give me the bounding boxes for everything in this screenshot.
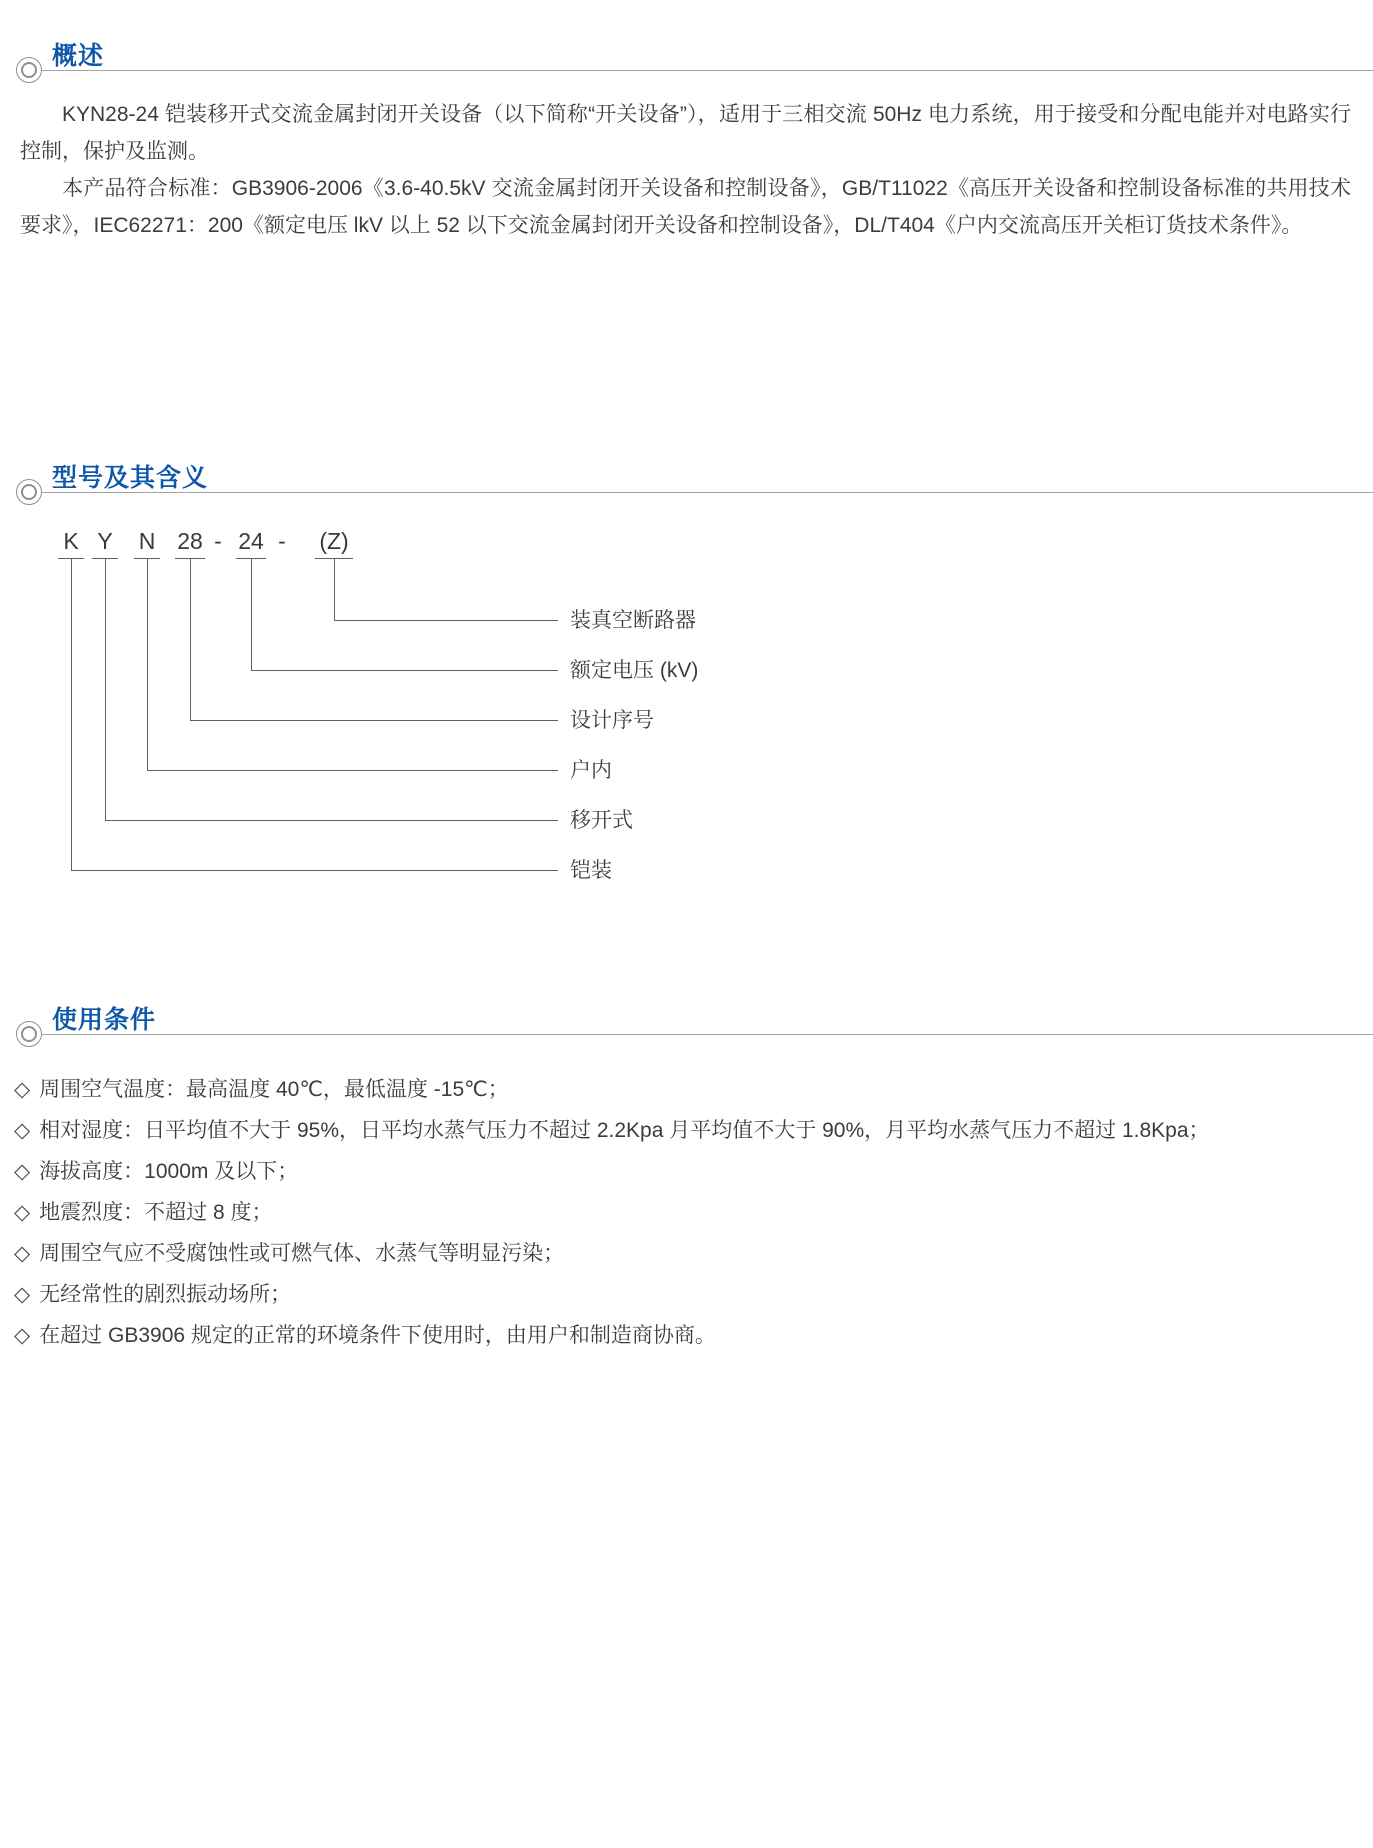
section-divider-line — [30, 70, 1373, 71]
connector-line — [71, 559, 72, 870]
connector-line — [190, 720, 558, 721]
condition-item — [14, 1274, 1351, 1315]
connector-line — [334, 559, 335, 620]
condition-item — [14, 1315, 1351, 1356]
condition-item — [14, 1110, 1351, 1151]
section-divider-line — [30, 1034, 1373, 1035]
connector-line — [334, 620, 558, 621]
overview-paragraph-1: KYN28-24 铠装移开式交流金属封闭开关设备（以下简称“开关设备”），适用于三相交流 50Hz 电力系统，用于接受和分配电能并对电路实行控制，保护及监测。 — [20, 103, 1351, 163]
condition-text: 周围空气应不受腐蚀性或可燃气体、水蒸气等明显污染； — [39, 1242, 565, 1265]
condition-item — [14, 1069, 1351, 1110]
model-code-part-K: K — [63, 528, 79, 554]
model-code-part-24: 24 — [238, 528, 264, 554]
condition-text: 海拔高度：1000m 及以下； — [39, 1160, 299, 1183]
connector-line — [105, 559, 106, 820]
section-header-overview — [0, 36, 1373, 96]
model-label-vacuum-breaker: 装真空断路器 — [570, 609, 696, 632]
section-header-conditions — [0, 1000, 1373, 1060]
condition-text: 地震烈度：不超过 8 度； — [39, 1201, 273, 1224]
diamond-bullet-icon: ◇ — [14, 1201, 31, 1224]
connector-line — [71, 870, 558, 871]
section-ring-inner-icon — [21, 484, 37, 500]
condition-text: 相对湿度：日平均值不大于 95%，日平均水蒸气压力不超过 2.2Kpa 月平均值不大于 90%，月平均水蒸气压力不超过 1.8Kpa； — [39, 1119, 1210, 1142]
diamond-bullet-icon: ◇ — [14, 1283, 31, 1306]
diamond-bullet-icon: ◇ — [14, 1119, 31, 1142]
section-ring-icon — [16, 1021, 42, 1047]
condition-text: 周围空气温度：最高温度 40℃，最低温度 -15℃； — [39, 1078, 509, 1101]
model-code-part-N: N — [138, 528, 156, 554]
section-title-model: 型号及其含义 — [52, 464, 209, 492]
section-ring-inner-icon — [21, 62, 37, 78]
diamond-bullet-icon: ◇ — [14, 1324, 31, 1347]
connector-line — [147, 770, 558, 771]
overview-paragraph-2: 本产品符合标准：GB3906-2006《3.6-40.5kV 交流金属封闭开关设备和控制设备》，GB/T11022《高压开关设备和控制设备标准的共用技术要求》，IEC62271：200《额定电压 lkV 以上 52 以下交流金属封闭开关设备和控制设备》，DL/T404《户内交流高压开关柜订货技术条件》。 — [20, 177, 1351, 237]
model-code-part-28: 28 — [177, 528, 203, 554]
connector-line — [147, 559, 148, 770]
condition-text: 在超过 GB3906 规定的正常的环境条件下使用时，由用户和制造商协商。 — [39, 1324, 716, 1347]
section-ring-inner-icon — [21, 1026, 37, 1042]
section-title-conditions: 使用条件 — [52, 1006, 157, 1034]
model-label-design-serial: 设计序号 — [570, 709, 654, 732]
model-label-withdrawable: 移开式 — [570, 809, 633, 832]
diamond-bullet-icon: ◇ — [14, 1078, 31, 1101]
connector-line — [190, 559, 191, 720]
connector-line — [105, 820, 558, 821]
section-divider-line — [30, 492, 1373, 493]
connector-line — [251, 559, 252, 670]
model-code-diagram — [0, 520, 1373, 910]
section-header-model — [0, 458, 1373, 518]
model-label-armored: 铠装 — [570, 859, 612, 882]
condition-item — [14, 1151, 1351, 1192]
section-title-overview: 概述 — [52, 42, 105, 70]
condition-item — [14, 1192, 1351, 1233]
condition-item — [14, 1233, 1351, 1274]
model-code-hyphen: - — [214, 528, 222, 554]
section-ring-icon — [16, 57, 42, 83]
connector-line — [251, 670, 558, 671]
section-ring-icon — [16, 479, 42, 505]
overview-body — [20, 96, 1351, 244]
diamond-bullet-icon: ◇ — [14, 1160, 31, 1183]
model-code-hyphen: - — [278, 528, 286, 554]
condition-text: 无经常性的剧烈振动场所； — [39, 1283, 292, 1306]
model-label-rated-voltage: 额定电压 (kV) — [570, 659, 699, 682]
model-label-indoor: 户内 — [570, 759, 612, 782]
usage-conditions-list — [14, 1069, 1351, 1356]
model-code-part-Y: Y — [97, 528, 113, 554]
diamond-bullet-icon: ◇ — [14, 1242, 31, 1265]
model-code-part-Z: (Z) — [319, 528, 349, 554]
